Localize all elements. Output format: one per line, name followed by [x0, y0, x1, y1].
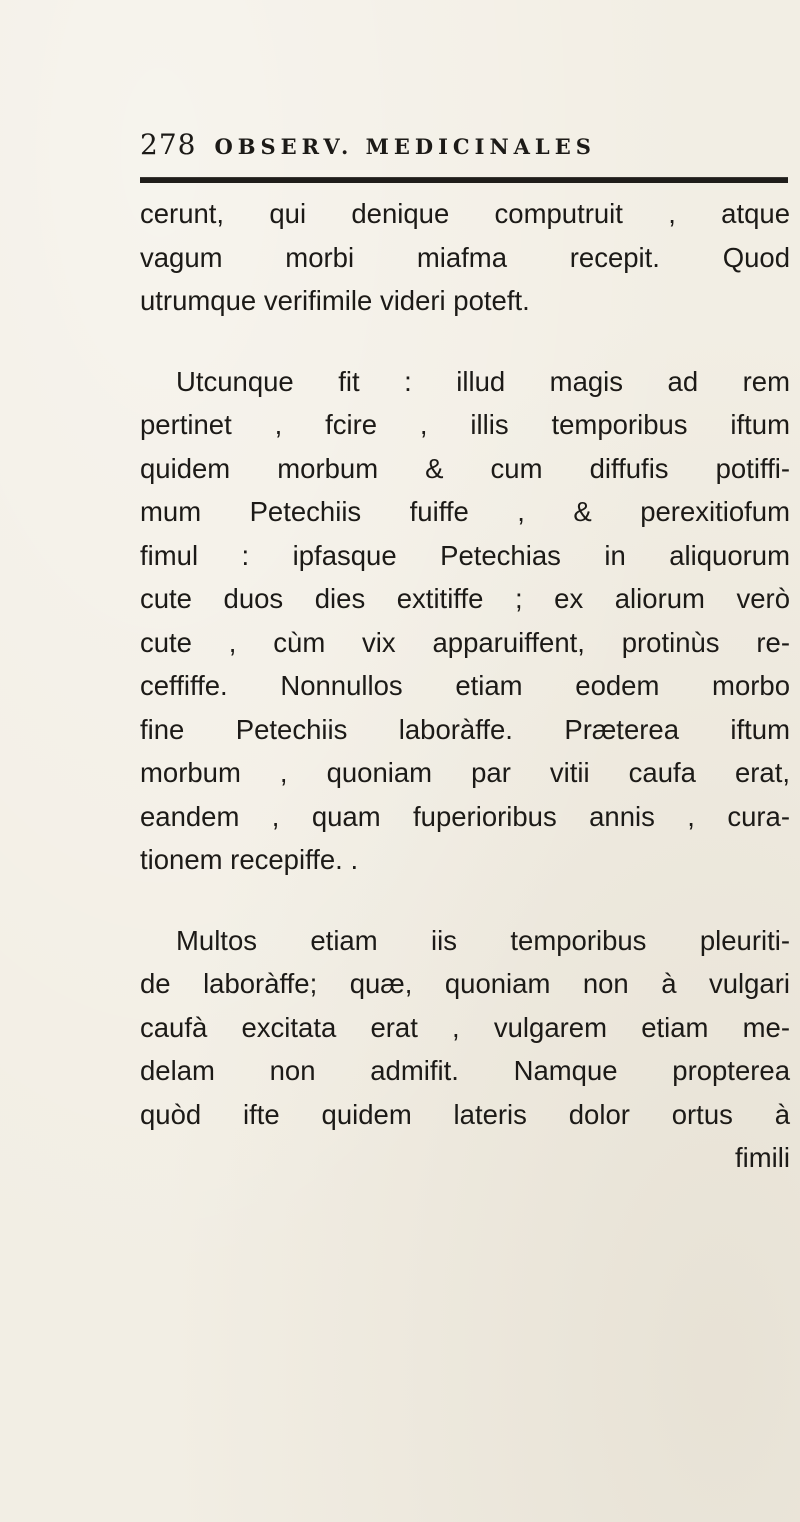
paragraph-gap [140, 882, 790, 919]
page-header [140, 128, 596, 161]
text-line: pertinet , fcire , illis temporibus iftum [140, 409, 790, 440]
text-line: mum Petechiis fuiffe , & perexitiofum [140, 496, 790, 527]
text-line: quòd ifte quidem lateris dolor ortus à [140, 1098, 790, 1130]
page-number: 278 [140, 128, 197, 161]
text-line: tionem recepiffe. . [140, 844, 359, 875]
text-line: Multos etiam iis temporibus pleuriti- [176, 924, 790, 956]
text-line: ceffiffe. Nonnullos etiam eodem morbo [140, 670, 790, 701]
header-rule [140, 177, 788, 183]
text-line: vagum morbi miafma recepit. Quod [140, 241, 790, 273]
text-line: cerunt, qui denique computruit , atque [140, 198, 790, 229]
text-line: quidem morbum & cum diffufis potiffi- [140, 452, 790, 484]
paragraph-gap [140, 323, 790, 360]
text-line: cute duos dies extitiffe ; ex aliorum verò [140, 583, 790, 614]
text-line: Utcunque fit : illud magis ad rem [176, 365, 790, 397]
text-line: fine Petechiis laboràffe. Præterea iftum [140, 713, 790, 745]
text-line: delam non admifit. Namque propterea [140, 1055, 790, 1086]
text-line: fimul : ipfasque Petechias in aliquorum [140, 539, 790, 571]
text-line: de laboràffe; quæ, quoniam non à vulgari [140, 968, 790, 999]
text-line: morbum , quoniam par vitii caufa erat, [140, 757, 790, 788]
catchword: fimili [735, 1142, 790, 1173]
body-text [140, 192, 790, 1180]
text-line: utrumque verifimile videri poteft. [140, 285, 530, 316]
text-line: eandem , quam fuperioribus annis , cura- [140, 800, 790, 832]
text-line: caufà excitata erat , vulgarem etiam me- [140, 1011, 790, 1043]
running-title: OBSERV. MEDICINALES [214, 134, 596, 159]
text-line: cute , cùm vix apparuiffent, protinùs re- [140, 626, 790, 658]
